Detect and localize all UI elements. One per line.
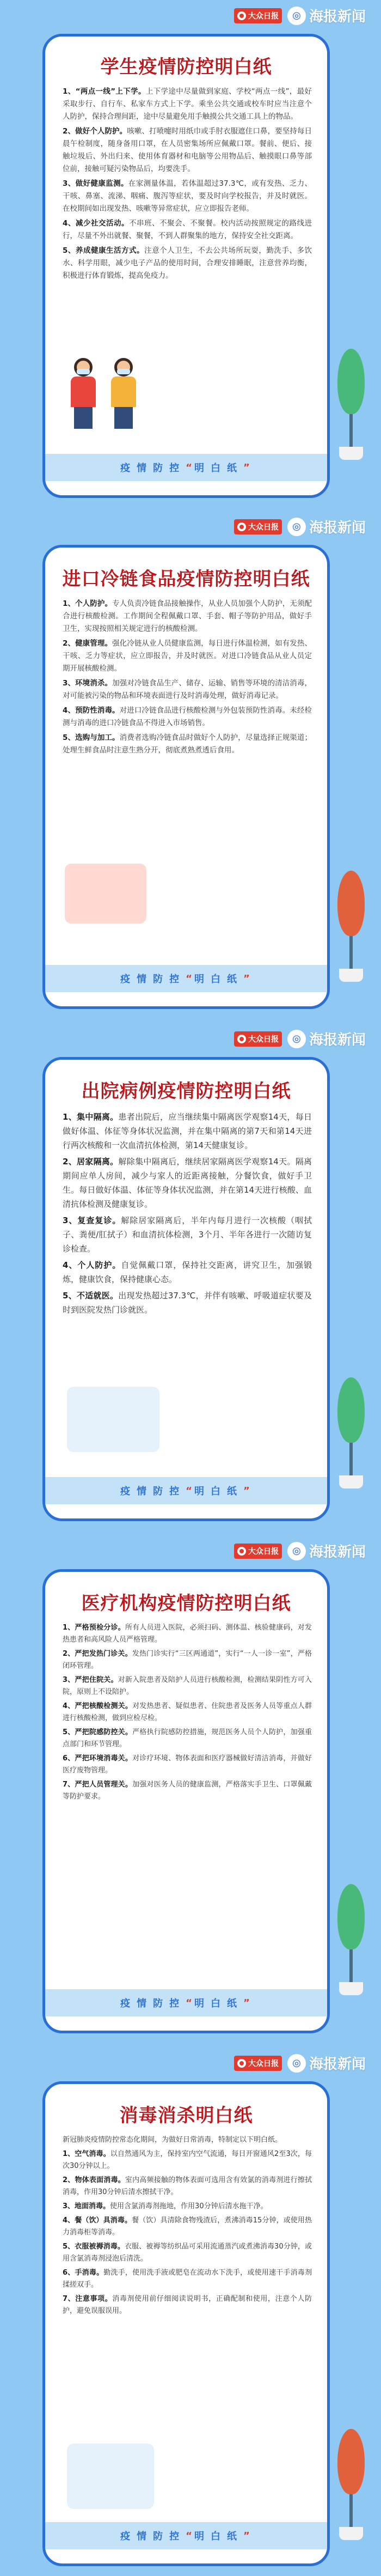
news-logo: ◎ 海报新闻 xyxy=(287,2053,366,2073)
news-logo: ◎ 海报新闻 xyxy=(287,517,366,537)
news-logo: ◎ 海报新闻 xyxy=(287,1541,366,1561)
section-panel-3 xyxy=(0,1023,381,1535)
tree-decoration xyxy=(336,1377,366,1489)
section-panel-2 xyxy=(0,511,381,1023)
footer-banner: 疫情防控 “ 明白纸 ” xyxy=(45,1989,327,2016)
card-title: 医疗机构疫情防控明白纸 xyxy=(81,1593,291,1614)
card-title: 进口冷链食品疫情防控明白纸 xyxy=(62,568,310,590)
section-panel-5 xyxy=(0,2048,381,2576)
card-body: 1、个人防护。专人负责冷链食品接触操作，从业人员加强个人防护，无须配合进行核酸检测。工作期间全程佩戴口罩、手套、帽子等防护用品，做好手卫生，实现按照相关规定进行的核酸检测。 2、健康管理。强化冷链从业人员健康监测，每日进行体温检测，如有发热、干咳、乏力等症状，应立即报告，并及时就医。对进口冷链食品从业人员定期开展核酸检测。 3、环境消杀。加强对冷链食品生产、储存、运输、销售等环境的清洁消毒，对可能被污染的物品和环境表面进行及时消毒处理，做好消毒记录。 4、预防性消毒。对进口冷链食品进行核酸检测与外包装预防性消毒。未经检测与消毒的进口冷链食品不得进入市场销售。 5、选购与加工。消费者选购冷链食品时做好个人防护，尽量选择正规渠道；处理生鲜食品时注意生熟分开，彻底煮熟煮透后食用。 xyxy=(63,599,312,755)
section-panel-4 xyxy=(0,1535,381,2048)
doctor-illustration xyxy=(67,1387,159,1452)
brand-header-4 xyxy=(234,1541,366,1561)
tree-decoration xyxy=(336,871,366,982)
card-body: 新冠肺炎疫情防控常态化期间，为做好日常消毒，特制定以下明白纸。 1、空气消毒。以自然通风为主，保持室内空气流通，每日开窗通风2至3次，每次30分钟以上。 2、物体表面消毒。室内高频接触的物体表面可选用含有效氯的消毒剂进行擦拭消毒，作用30分钟后清水擦拭干净。 3、地面消毒。使用含氯消毒剂拖地，作用30分钟后清水拖干净。 4、餐（饮）具消毒。餐（饮）具清除食物残渣后，煮沸消毒15分钟，或使用热力消毒柜等消毒。 5、衣服被褥消毒。衣服、被褥等纺织品可采用流通蒸汽或煮沸消毒30分钟，或用含氯消毒剂浸泡后清洗。 6、手消毒。勤洗手，使用洗手液或肥皂在流动水下洗手，或使用速干手消毒剂揉搓双手。 7、注意事项。消毒剂使用前仔细阅读说明书，正确配制和使用，注意个人防护，避免误服误用。 xyxy=(63,2136,312,2315)
footer-banner: 疫情防控 “ 明白纸 ” xyxy=(45,2522,327,2549)
news-logo: ◎ 海报新闻 xyxy=(287,5,366,26)
news-logo: ◎ 海报新闻 xyxy=(287,1029,366,1049)
card-discharged xyxy=(42,1057,330,1521)
footer-banner: 疫情防控 “ 明白纸 ” xyxy=(45,1477,327,1504)
card-student xyxy=(42,34,330,498)
students-illustration xyxy=(67,358,140,429)
footer-banner: 疫情防控 “ 明白纸 ” xyxy=(45,454,327,481)
daily-logo: 大众日报 xyxy=(234,8,282,23)
disinfection-illustration xyxy=(67,2444,154,2509)
brand-header-1 xyxy=(234,5,366,26)
card-title: 消毒消杀明白纸 xyxy=(119,2105,253,2127)
card-body: 1、严格预检分诊。所有人员进入医院，必须扫码、测体温、核验健康码，对发热患者和高风险人员严格管理。 2、严把发热门诊关。发热门诊实行“三区两通道”，实行“一人一诊一室”，严格闭环管理。 3、严把住院关。对新入院患者及陪护人员进行核酸检测，检测结果阴性方可入院，原则上不设陪护。 4、严把核酸检测关。对发热患者、疑似患者、住院患者及医务人员等重点人群进行核酸检测，做到应检尽检。 5、严把院感防控关。严格执行院感防控措施，规范医务人员个人防护，加强重点部门和环节管理。 6、严把环境消毒关。对诊疗环境、物体表面和医疗器械做好清洁消毒，并做好医疗废物管理。 7、严把人员管理关。加强对医务人员的健康监测，严格落实手卫生、口罩佩戴等防护要求。 xyxy=(63,1624,312,1801)
card-title: 学生疫情防控明白纸 xyxy=(100,56,272,78)
brand-header-3 xyxy=(234,1029,366,1049)
footer-banner: 疫情防控 “ 明白纸 ” xyxy=(45,965,327,992)
tree-decoration xyxy=(336,1884,366,1995)
daily-logo: 大众日报 xyxy=(234,1031,282,1047)
tree-decoration xyxy=(336,2429,366,2540)
daily-logo: 大众日报 xyxy=(234,519,282,534)
card-body: 1、集中隔离。患者出院后，应当继续集中隔离医学观察14天，每日做好体温、体征等身体状况监测，并在集中隔离的第7天和第14天进行两次核酸和一次血清抗体检测，第14天健康复诊。 2、居家隔离。解除集中隔离后，继续居家隔离医学观察14天。隔离期间应单人房间，减少与家人的近距离接触，分餐饮食，做好手卫生。每日做好体温、体征等身体状况监测，并在第14天进行核酸、血清抗体检测及健康复诊。 3、复查复诊。解除居家隔离后，半年内每月进行一次核酸（咽拭子、粪便/肛拭子）和血清抗体检测，3个月、半年各进行一次随访复诊检查。 4、个人防护。自觉佩戴口罩，保持社交距离，讲究卫生，加强锻炼，健康饮食，保持健康心态。 5、不适就医。出现发热超过37.3℃，并伴有咳嗽、呼吸道症状要及时到医院发热门诊就医。 xyxy=(63,1112,312,1315)
frozen-food-illustration xyxy=(65,864,146,924)
daily-logo: 大众日报 xyxy=(234,1544,282,1559)
brand-header-5 xyxy=(234,2053,366,2073)
card-medical xyxy=(42,1569,330,2033)
tree-decoration xyxy=(336,349,366,460)
card-title: 出院病例疫情防控明白纸 xyxy=(81,1080,291,1102)
brand-header-2 xyxy=(234,517,366,537)
card-cold-chain xyxy=(42,545,330,1009)
card-body: 1、“两点一线”上下学。上下学途中尽量做到家庭、学校“两点一线”，最好采取步行、自行车、私家车方式上下学。乘坐公共交通或校车时应当注意个人防护，保持合理间距，途中尽量避免用手触摸公共交通工具上的物品。 2、做好个人防护。咳嗽、打喷嚏时用纸巾或手肘衣服遮住口鼻，要坚持每日晨午检制度，随身备用口罩，在人员密集场所应佩戴口罩。餐前、便后、接触垃圾后、外出归来、使用体育器材和电脑等公用物品后、触摸眼口鼻等部位前，接触可疑污染物品后，均要洗手。 3、做好健康监测。在家测量体温，若体温超过37.3℃，或有发热、乏力、干咳、鼻塞、流涕、咽痛、腹泻等症状，要及时向学校报告，并及时就医。在校期间如出现发热、咳嗽等异常症状，应立即报告老师。 4、减少社交活动。不串班、不聚会、不聚餐。校内活动按照规定的路线进行，尽量不外出就餐、聚餐，不到人群聚集的地方，保持安全社交距离。 5、养成健康生活方式。注意个人卫生，不去公共场所玩耍，勤洗手、多饮水、科学用眼，减少电子产品的使用时间，合理安排睡眠，注意营养均衡，积极进行体育锻炼，提高免疫力。 xyxy=(63,87,312,280)
section-panel-1 xyxy=(0,0,381,511)
card-disinfection xyxy=(42,2081,330,2566)
daily-logo: 大众日报 xyxy=(234,2056,282,2071)
